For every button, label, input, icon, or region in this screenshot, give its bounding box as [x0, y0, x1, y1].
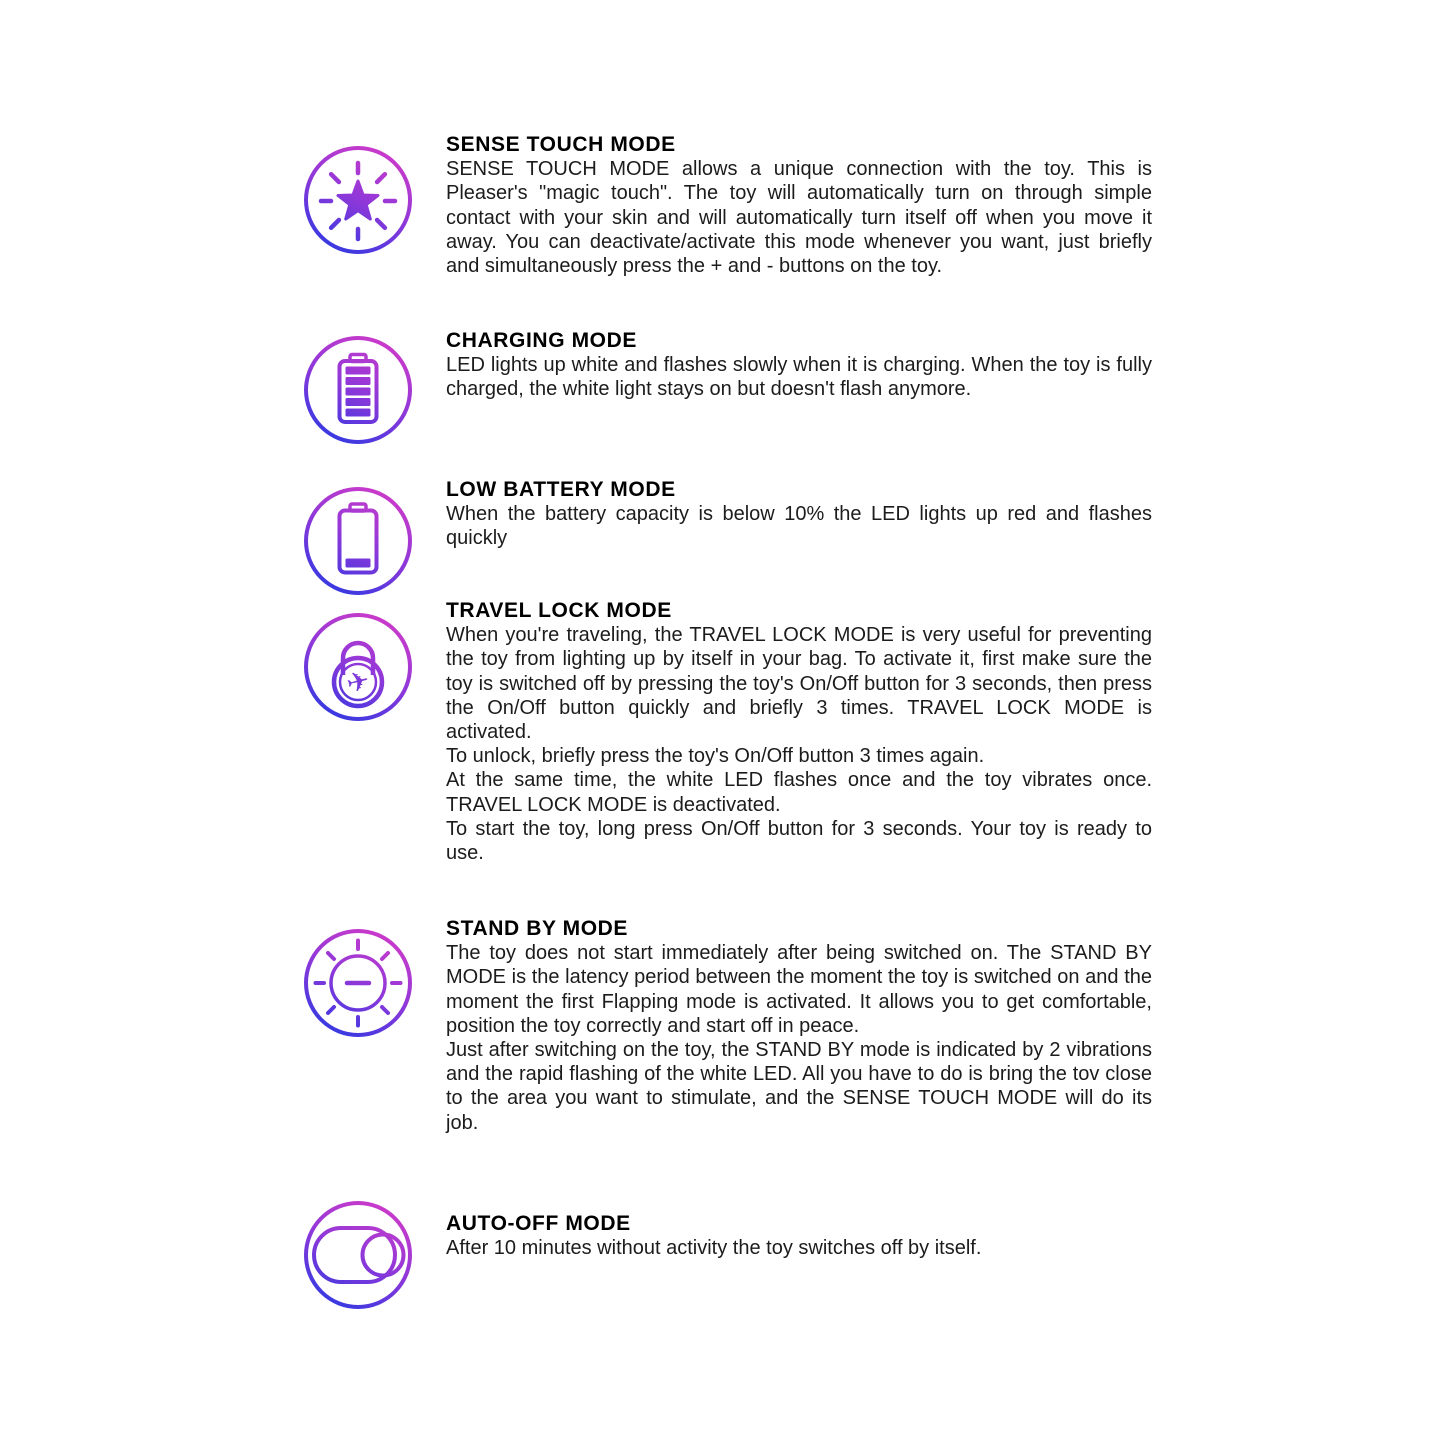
section-paragraph: LED lights up white and flashes slowly when it is charging. When the toy is fully charged, the white light stays on but doesn't flash anymore. [446, 354, 1152, 401]
section-title: STAND BY MODE [446, 917, 629, 940]
charging-battery-full-icon [302, 334, 414, 446]
section-paragraph: To unlock, briefly press the toy's On/Off button 3 times again. [446, 745, 985, 768]
low-battery-icon [302, 485, 414, 597]
travel-lock-padlock-icon [302, 611, 414, 723]
section-title: LOW BATTERY MODE [446, 478, 676, 501]
section-paragraph: At the same time, the white LED flashes once and the toy vibrates once. TRAVEL LOCK MODE is deactivated. [446, 769, 1152, 816]
section-paragraph: After 10 minutes without activity the toy switches off by itself. [446, 1237, 982, 1260]
section-title: AUTO-OFF MODE [446, 1212, 631, 1235]
auto-off-toggle-switch-icon [302, 1199, 414, 1311]
section-paragraph: To start the toy, long press On/Off button for 3 seconds. Your toy is ready to use. [446, 817, 1152, 865]
airplane-icon: ✈ [343, 664, 373, 701]
section-paragraph: The toy does not start immediately after being switched on. The STAND BY MODE is the latency period between the moment the toy is switched on and the moment the first Flapping mode is activated. It allows you to get comfortable, position the toy correctly and start off in peace. [446, 942, 1152, 1037]
section-charging [446, 329, 1152, 402]
section-sense-touch [446, 133, 1152, 278]
battery-charge-bars [346, 367, 371, 417]
star-icon [338, 181, 378, 219]
section-title: CHARGING MODE [446, 329, 637, 352]
section-low-battery [446, 478, 1152, 551]
section-paragraph: SENSE TOUCH MODE allows a unique connection with the toy. This is Pleaser's "magic touch". The toy will automatically turn on through simple contact with your skin and will automatically turn itself off when you move it away. You can deactivate/activate this mode whenever you want, just briefly and simultaneously press the + and - buttons on the toy. [446, 158, 1152, 278]
battery-low-bar [346, 559, 371, 568]
section-stand-by [446, 917, 1152, 1135]
section-paragraph: When you're traveling, the TRAVEL LOCK MODE is very useful for preventing the toy from lighting up by itself in your bag. To activate it, first make sure the toy is switched off by pressing the toy's On/Off button for 3 seconds, then press the On/Off button quickly and briefly 3 times. TRAVEL LOCK MODE is activated. [446, 624, 1152, 744]
section-auto-off [446, 1212, 1152, 1260]
section-travel-lock [446, 599, 1152, 865]
section-title: SENSE TOUCH MODE [446, 133, 676, 156]
section-paragraph: When the battery capacity is below 10% the LED lights up red and flashes quickly [446, 503, 1152, 550]
sense-touch-star-burst-icon [302, 144, 414, 256]
stand-by-sun-icon [302, 927, 414, 1039]
toggle-knob [363, 1235, 404, 1276]
section-paragraph: Just after switching on the toy, the STAND BY mode is indicated by 2 vibrations and the rapid flashing of the white LED. All you have to do is bring the tov close to the area you want to stimulate, and the SENSE TOUCH MODE will do its job. [446, 1039, 1152, 1134]
section-title: TRAVEL LOCK MODE [446, 599, 672, 622]
